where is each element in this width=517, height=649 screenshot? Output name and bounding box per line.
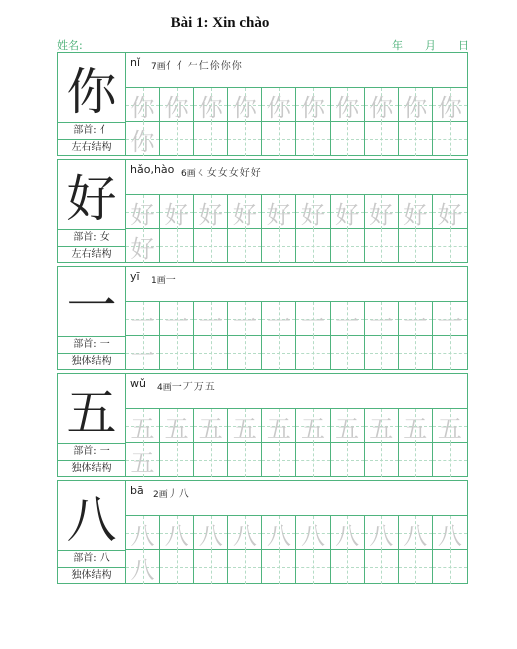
practice-cell[interactable]: [194, 516, 228, 550]
trace-character: 八: [335, 521, 360, 550]
practice-cell[interactable]: [160, 122, 194, 156]
date-day-label: 日: [458, 39, 469, 52]
trace-character: 你: [437, 93, 462, 122]
practice-cell[interactable]: [296, 195, 330, 229]
trace-character: 五: [198, 414, 223, 443]
practice-cell[interactable]: [365, 88, 399, 122]
practice-cell[interactable]: [399, 409, 433, 443]
trace-character: 一: [130, 307, 155, 336]
practice-cell[interactable]: [126, 516, 160, 550]
stroke-step: 你: [231, 61, 243, 72]
practice-cell[interactable]: [365, 122, 399, 156]
practice-cell[interactable]: [331, 195, 365, 229]
practice-cell[interactable]: [365, 302, 399, 336]
trace-character: 好: [164, 200, 189, 229]
model-character: 五: [58, 374, 126, 444]
practice-row: [126, 122, 467, 156]
practice-cell[interactable]: [262, 195, 296, 229]
practice-cell[interactable]: [228, 443, 262, 477]
stroke-step: 亻: [165, 61, 177, 72]
stroke-step: 女: [228, 168, 240, 179]
practice-cell[interactable]: [228, 409, 262, 443]
pinyin-text: hǎo,hào: [130, 163, 175, 176]
stroke-step: 好: [250, 168, 262, 179]
structure-label: 独体结构: [58, 353, 126, 370]
practice-cell[interactable]: [296, 516, 330, 550]
practice-cell[interactable]: [365, 336, 399, 370]
practice-cell[interactable]: [331, 409, 365, 443]
practice-cell[interactable]: [160, 550, 194, 584]
practice-cell[interactable]: [399, 443, 433, 477]
stroke-step: 𠂉: [187, 61, 199, 72]
practice-cell[interactable]: [262, 88, 296, 122]
practice-cell[interactable]: [399, 516, 433, 550]
stroke-order: [157, 378, 216, 393]
practice-cell[interactable]: [296, 88, 330, 122]
practice-cell[interactable]: [262, 302, 296, 336]
trace-character: 你: [130, 127, 155, 156]
trace-character: 好: [369, 200, 394, 229]
stroke-count: 7画: [151, 62, 166, 72]
trace-character: 五: [130, 448, 155, 477]
structure-label: 左右结构: [58, 246, 126, 263]
practice-row: [126, 229, 467, 263]
stroke-step: 一: [171, 382, 183, 393]
practice-cell[interactable]: [262, 516, 296, 550]
practice-cell[interactable]: [160, 302, 194, 336]
trace-character: 一: [369, 307, 394, 336]
practice-cell[interactable]: [228, 88, 262, 122]
practice-cell[interactable]: [194, 550, 228, 584]
trace-character: 你: [130, 93, 155, 122]
trace-character: 五: [164, 414, 189, 443]
radical-label: 部首: 一: [58, 336, 126, 353]
stroke-step: 万: [193, 382, 205, 393]
trace-character: 八: [130, 555, 155, 584]
stroke-step: ㄑ: [195, 168, 207, 179]
trace-character: 好: [130, 200, 155, 229]
character-header: [126, 160, 467, 195]
trace-character: 八: [266, 521, 291, 550]
practice-cell[interactable]: [126, 443, 160, 477]
stroke-step: 好: [239, 168, 251, 179]
trace-character: 你: [198, 93, 223, 122]
practice-cell[interactable]: [262, 336, 296, 370]
practice-cell[interactable]: [126, 229, 160, 263]
trace-character: 五: [437, 414, 462, 443]
practice-cell[interactable]: [433, 122, 467, 156]
practice-row: [126, 195, 467, 229]
trace-character: 一: [301, 307, 326, 336]
stroke-step: 丿: [167, 489, 179, 500]
practice-cell[interactable]: [126, 195, 160, 229]
practice-cell[interactable]: [160, 336, 194, 370]
practice-cell[interactable]: [126, 409, 160, 443]
practice-cell[interactable]: [296, 443, 330, 477]
practice-cell[interactable]: [331, 443, 365, 477]
practice-cell[interactable]: [331, 516, 365, 550]
trace-character: 你: [266, 93, 291, 122]
trace-character: 你: [369, 93, 394, 122]
practice-cell[interactable]: [296, 336, 330, 370]
practice-cell[interactable]: [365, 516, 399, 550]
trace-character: 好: [403, 200, 428, 229]
practice-cell[interactable]: [399, 336, 433, 370]
pinyin-text: yī: [130, 270, 140, 283]
practice-cell[interactable]: [331, 88, 365, 122]
practice-cell[interactable]: [365, 229, 399, 263]
practice-cell[interactable]: [160, 443, 194, 477]
trace-character: 一: [164, 307, 189, 336]
pinyin-text: nǐ: [130, 56, 141, 69]
trace-character: 你: [232, 93, 257, 122]
trace-character: 好: [266, 200, 291, 229]
stroke-count: 6画: [181, 169, 196, 179]
stroke-order: [151, 271, 177, 286]
practice-cell[interactable]: [228, 336, 262, 370]
radical-label: 部首: 八: [58, 550, 126, 567]
practice-cell[interactable]: [331, 122, 365, 156]
trace-character: 五: [403, 414, 428, 443]
practice-cell[interactable]: [331, 229, 365, 263]
trace-character: 八: [198, 521, 223, 550]
practice-cell[interactable]: [433, 443, 467, 477]
practice-cell[interactable]: [365, 443, 399, 477]
practice-cell[interactable]: [194, 443, 228, 477]
trace-character: 五: [301, 414, 326, 443]
practice-cell[interactable]: [228, 516, 262, 550]
practice-cell[interactable]: [399, 229, 433, 263]
trace-character: 好: [301, 200, 326, 229]
stroke-step: 八: [178, 489, 190, 500]
radical-label: 部首: 女: [58, 229, 126, 246]
stroke-order: [153, 485, 190, 500]
practice-cell[interactable]: [262, 443, 296, 477]
stroke-order: [181, 164, 262, 179]
practice-cell[interactable]: [194, 302, 228, 336]
trace-character: 好: [198, 200, 223, 229]
practice-row: [126, 302, 467, 336]
practice-cell[interactable]: [160, 516, 194, 550]
practice-cell[interactable]: [433, 409, 467, 443]
practice-cell[interactable]: [296, 229, 330, 263]
practice-cell[interactable]: [160, 409, 194, 443]
trace-character: 五: [130, 414, 155, 443]
practice-cell[interactable]: [399, 302, 433, 336]
trace-character: 一: [437, 307, 462, 336]
date-year-label: 年: [392, 39, 403, 52]
stroke-order: [151, 57, 243, 72]
practice-cell[interactable]: [399, 550, 433, 584]
practice-cell[interactable]: [160, 88, 194, 122]
trace-character: 八: [403, 521, 428, 550]
trace-character: 你: [403, 93, 428, 122]
trace-character: 八: [437, 521, 462, 550]
pinyin-text: bā: [130, 484, 144, 497]
practice-cell[interactable]: [126, 336, 160, 370]
radical-label: 部首: 亻: [58, 122, 126, 139]
stroke-step: 亻: [176, 61, 188, 72]
stroke-step: 女: [217, 168, 229, 179]
trace-character: 你: [164, 93, 189, 122]
stroke-step: 伱: [209, 61, 221, 72]
practice-cell[interactable]: [433, 195, 467, 229]
trace-character: 五: [266, 414, 291, 443]
stroke-count: 1画: [151, 276, 166, 286]
stroke-step: 你: [220, 61, 232, 72]
practice-cell[interactable]: [194, 88, 228, 122]
character-header: [126, 481, 467, 516]
structure-label: 独体结构: [58, 460, 126, 477]
practice-cell[interactable]: [433, 516, 467, 550]
stroke-count: 4画: [157, 383, 172, 393]
practice-cell[interactable]: [126, 550, 160, 584]
practice-cell[interactable]: [433, 88, 467, 122]
practice-cell[interactable]: [296, 122, 330, 156]
character-block-4: [57, 373, 468, 477]
practice-cell[interactable]: [194, 122, 228, 156]
practice-cell[interactable]: [126, 88, 160, 122]
practice-cell[interactable]: [194, 409, 228, 443]
character-header: [126, 267, 467, 302]
practice-cell[interactable]: [433, 302, 467, 336]
trace-character: 一: [130, 341, 155, 370]
trace-character: 八: [130, 521, 155, 550]
stroke-step: 仁: [198, 61, 210, 72]
practice-row: [126, 516, 467, 550]
practice-cell[interactable]: [399, 88, 433, 122]
stroke-step: 一: [165, 275, 177, 286]
practice-cell[interactable]: [433, 550, 467, 584]
practice-cell[interactable]: [296, 302, 330, 336]
trace-character: 一: [198, 307, 223, 336]
practice-cell[interactable]: [433, 336, 467, 370]
practice-cell[interactable]: [126, 302, 160, 336]
character-block-5: [57, 480, 468, 584]
character-header: [126, 374, 467, 409]
character-block-3: [57, 266, 468, 370]
practice-cell[interactable]: [194, 195, 228, 229]
practice-cell[interactable]: [262, 550, 296, 584]
practice-row: [126, 409, 467, 443]
trace-character: 好: [335, 200, 360, 229]
character-header: [126, 53, 467, 88]
lesson-title: Bài 1: Xin chào: [170, 15, 270, 31]
practice-cell[interactable]: [399, 122, 433, 156]
practice-cell[interactable]: [433, 229, 467, 263]
practice-cell[interactable]: [160, 229, 194, 263]
trace-character: 八: [164, 521, 189, 550]
structure-label: 左右结构: [58, 139, 126, 156]
stroke-count: 2画: [153, 490, 168, 500]
name-label: 姓名:: [57, 39, 83, 52]
practice-cell[interactable]: [228, 550, 262, 584]
practice-row: [126, 88, 467, 122]
practice-cell[interactable]: [331, 550, 365, 584]
practice-cell[interactable]: [160, 195, 194, 229]
practice-cell[interactable]: [228, 302, 262, 336]
stroke-step: 女: [206, 168, 218, 179]
practice-cell[interactable]: [365, 195, 399, 229]
pinyin-text: wǔ: [130, 377, 146, 390]
practice-row: [126, 443, 467, 477]
trace-character: 一: [266, 307, 291, 336]
trace-character: 一: [335, 307, 360, 336]
trace-character: 你: [301, 93, 326, 122]
practice-cell[interactable]: [365, 550, 399, 584]
model-character: 好: [58, 160, 126, 230]
practice-cell[interactable]: [296, 550, 330, 584]
trace-character: 好: [437, 200, 462, 229]
date-month-label: 月: [425, 39, 436, 52]
practice-cell[interactable]: [331, 336, 365, 370]
practice-cell[interactable]: [262, 229, 296, 263]
practice-cell[interactable]: [365, 409, 399, 443]
structure-label: 独体结构: [58, 567, 126, 584]
practice-row: [126, 336, 467, 370]
practice-cell[interactable]: [399, 195, 433, 229]
trace-character: 五: [369, 414, 394, 443]
practice-cell[interactable]: [126, 122, 160, 156]
practice-cell[interactable]: [228, 195, 262, 229]
practice-cell[interactable]: [228, 122, 262, 156]
trace-character: 好: [130, 234, 155, 263]
model-character: 一: [58, 267, 126, 337]
radical-label: 部首: 一: [58, 443, 126, 460]
trace-character: 一: [403, 307, 428, 336]
trace-character: 一: [232, 307, 257, 336]
model-character: 你: [58, 53, 126, 123]
practice-cell[interactable]: [194, 229, 228, 263]
character-block-2: [57, 159, 468, 263]
practice-cell[interactable]: [228, 229, 262, 263]
practice-cell[interactable]: [262, 122, 296, 156]
trace-character: 五: [232, 414, 257, 443]
model-character: 八: [58, 481, 126, 551]
stroke-step: 五: [204, 382, 216, 393]
trace-character: 五: [335, 414, 360, 443]
stroke-step: 丆: [182, 382, 194, 393]
practice-cell[interactable]: [194, 336, 228, 370]
practice-cell[interactable]: [262, 409, 296, 443]
practice-cell[interactable]: [296, 409, 330, 443]
practice-row: [126, 550, 467, 584]
trace-character: 八: [232, 521, 257, 550]
trace-character: 好: [232, 200, 257, 229]
character-block-1: [57, 52, 468, 156]
trace-character: 八: [369, 521, 394, 550]
practice-cell[interactable]: [331, 302, 365, 336]
trace-character: 八: [301, 521, 326, 550]
trace-character: 你: [335, 93, 360, 122]
